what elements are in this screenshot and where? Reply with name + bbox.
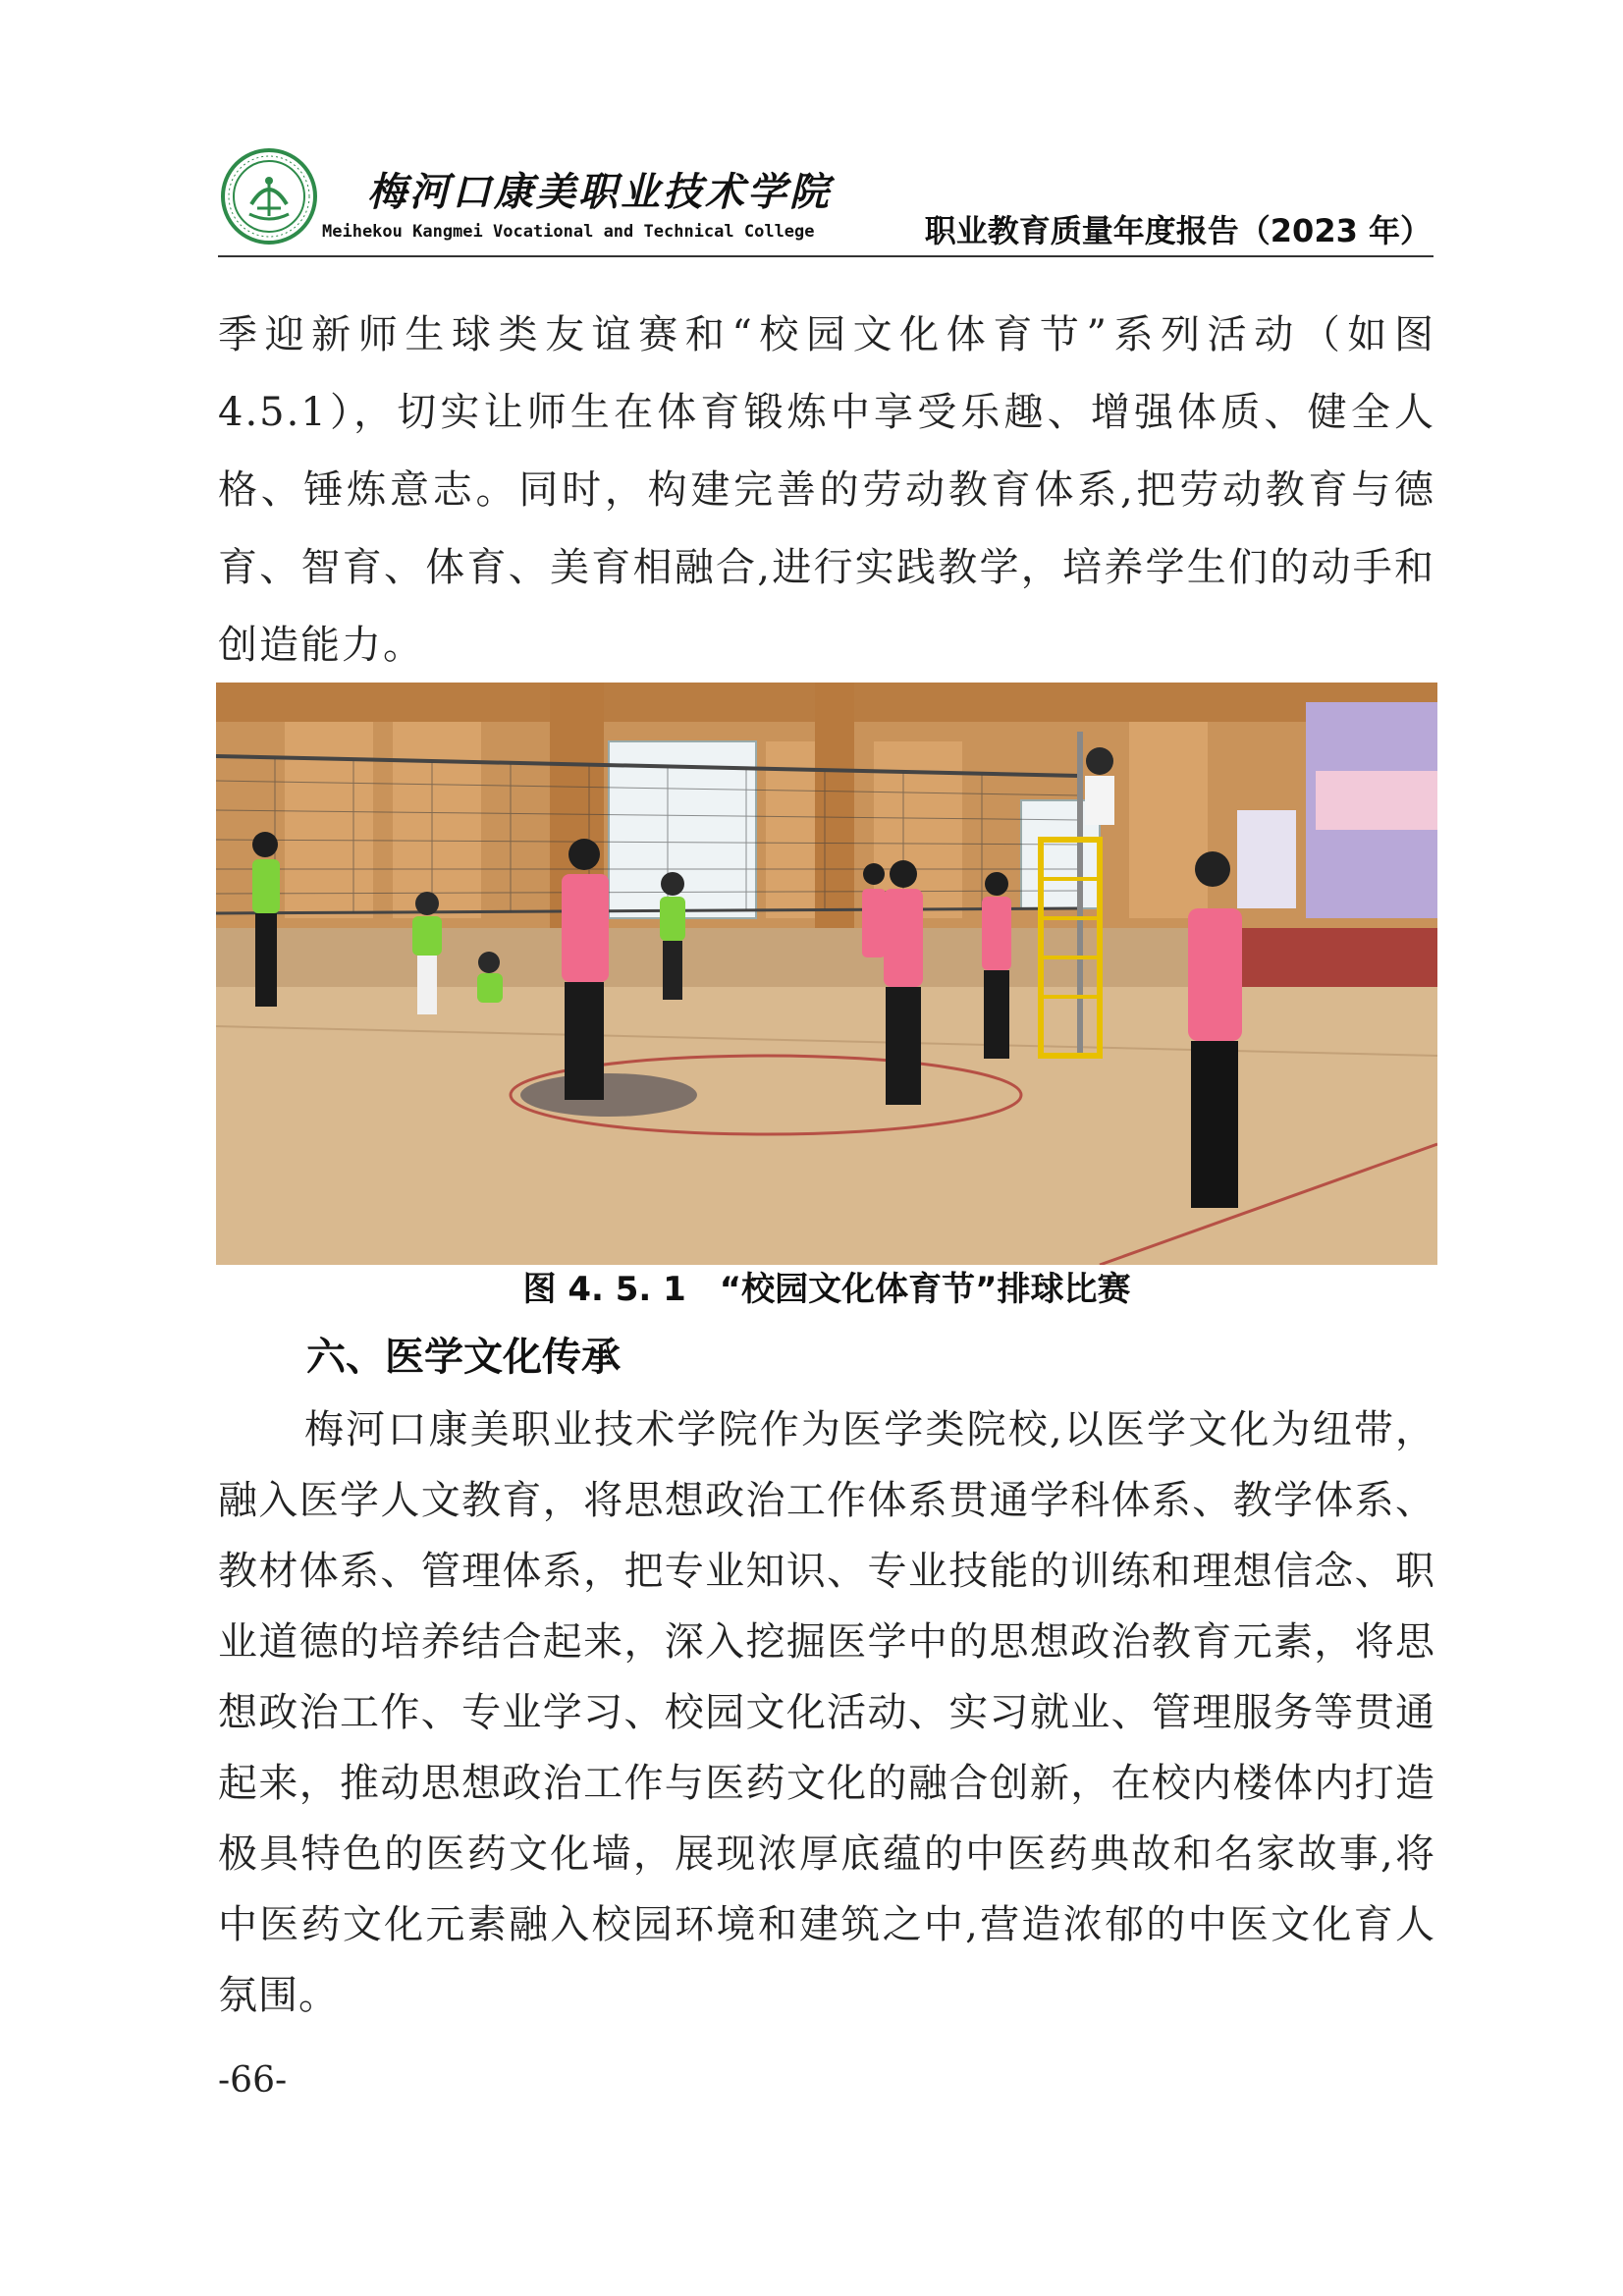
page-header	[218, 137, 1434, 257]
report-title: 职业教育质量年度报告（2023 年）	[924, 212, 1432, 249]
school-name-english: Meihekou Kangmei Vocational and Technical College	[322, 222, 815, 242]
college-seal-logo	[220, 147, 318, 246]
body-paragraph-sports: 季迎新师生球类友谊赛和“校园文化体育节”系列活动（如图 4.5.1），切实让师生在体育锻炼中享受乐趣、增强体质、健全人格、锤炼意志。同时，构建完善的劳动教育体系,把劳动教育与德育、智育、体育、美育相融合,进行实践教学，培养学生们的动手和创造能力。	[218, 312, 1435, 668]
figure-caption: 图 4. 5. 1 “校园文化体育节”排球比赛	[522, 1270, 1131, 1309]
page-number: -66-	[218, 2060, 288, 2101]
section-heading: 六、医学文化传承	[306, 1335, 621, 1380]
body-paragraph-medical-culture: 梅河口康美职业技术学院作为医学类院校,以医学文化为纽带，融入医学人文教育，将思想政治工作体系贯通学科体系、教学体系、教材体系、管理体系，把专业知识、专业技能的训练和理想信念、职业道德的培养结合起来，深入挖掘医学中的思想政治教育元素，将思想政治工作、专业学习、校园文化活动、实习就业、管理服务等贯通起来，推动思想政治工作与医药文化的融合创新，在校内楼体内打造极具特色的医药文化墙，展现浓厚底蕴的中医药典故和名家故事,将中医药文化元素融入校园环境和建筑之中,营造浓郁的中医文化育人氛围。	[218, 1407, 1435, 2018]
volleyball-match-photo	[216, 683, 1437, 1265]
school-name-chinese: 梅河口康美职业技术学院	[367, 169, 832, 215]
